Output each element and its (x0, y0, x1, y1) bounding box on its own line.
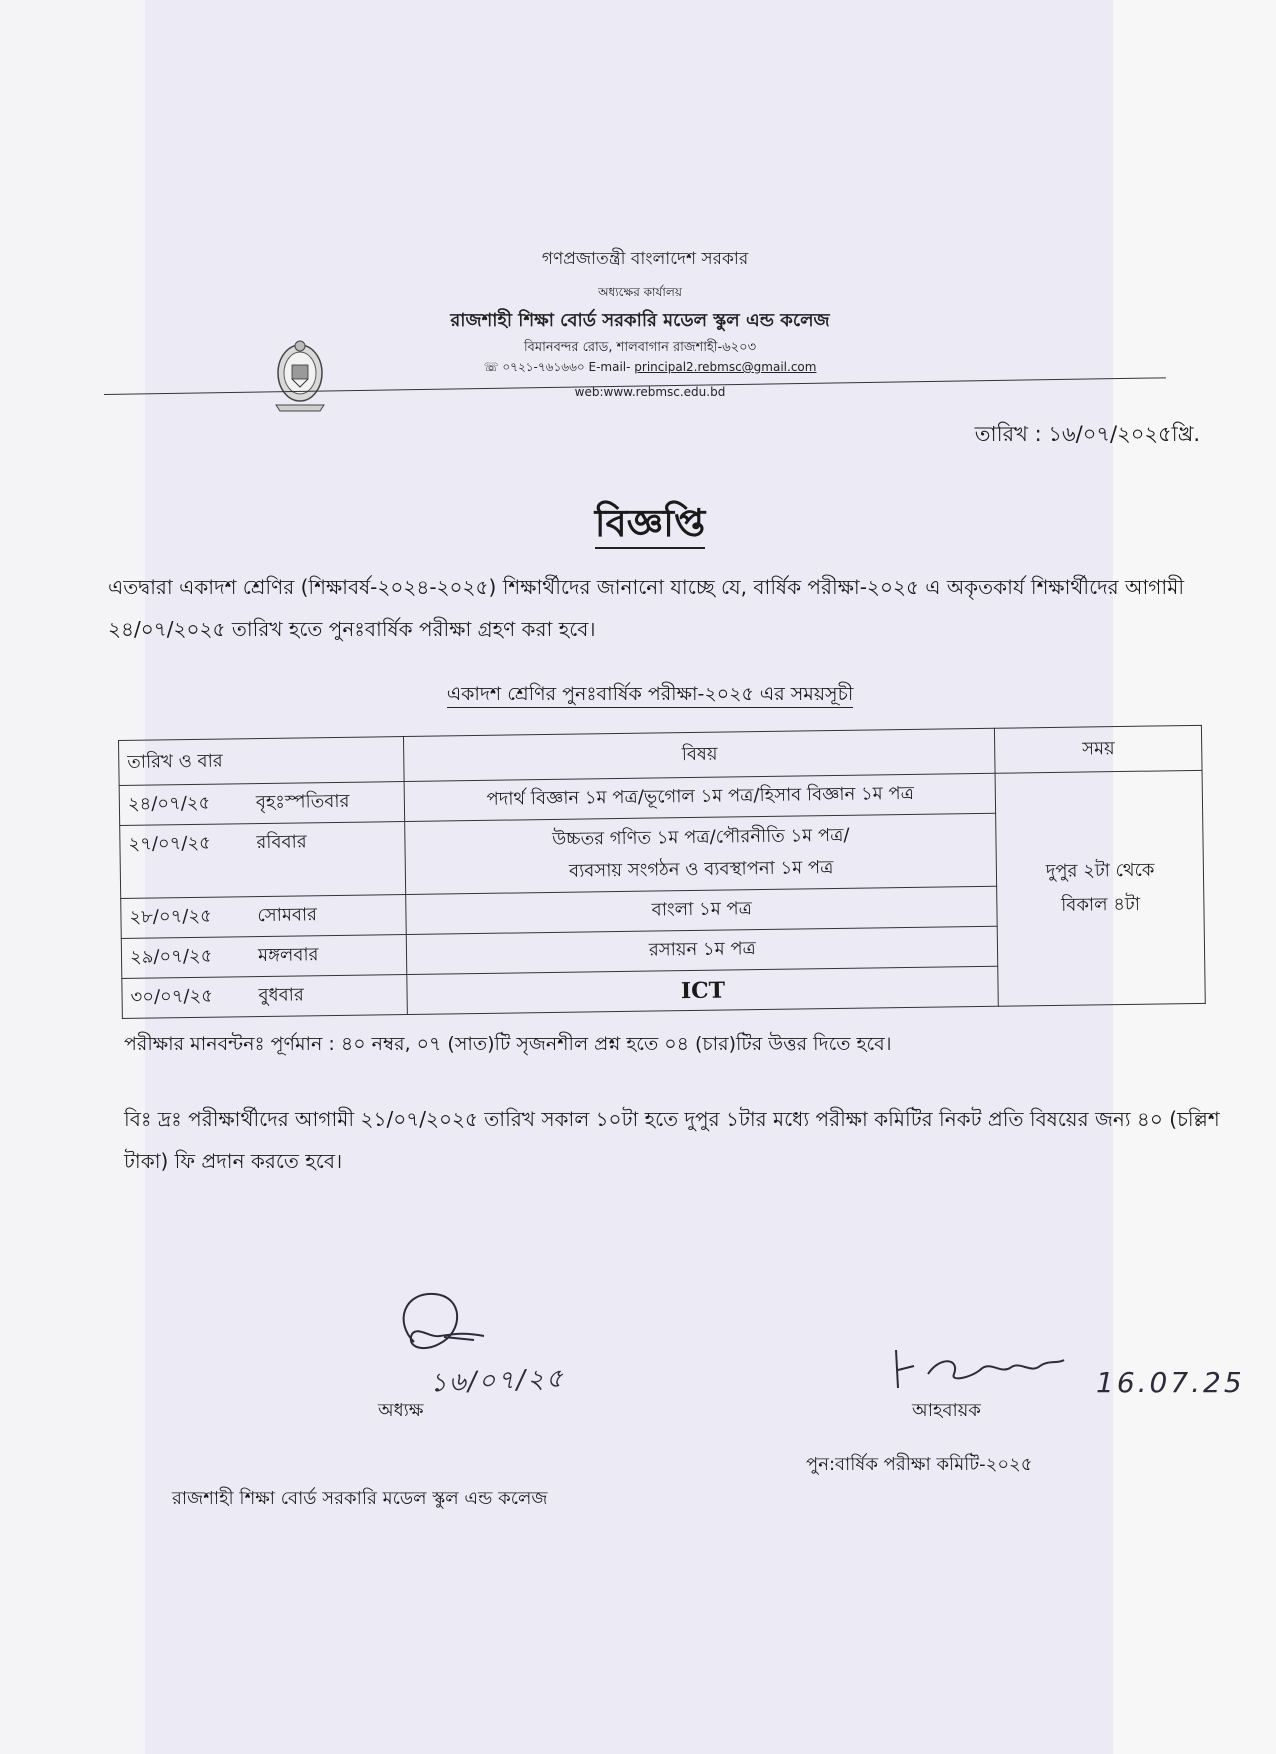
row-day: সোমবার (257, 904, 318, 927)
convener-label: আহবায়ক (912, 1400, 981, 1421)
row-day: মঙ্গলবার (257, 944, 319, 967)
notice-date: তারিখ : ১৬/০৭/২০২৫খ্রি. (974, 422, 1200, 446)
principal-sign-date: ১৬/০৭/২৫ (429, 1363, 566, 1399)
phone-number: ☏ ০৭২১-৭৬১৬৬০ (483, 360, 585, 374)
row-day: বুধবার (258, 984, 304, 1007)
college-logo-emblem (268, 333, 332, 417)
row-date-day (121, 934, 407, 978)
email-label: E-mail- (588, 360, 631, 374)
row-date: ২৪/০৭/২৫ (127, 792, 211, 815)
contact-line (440, 359, 860, 379)
school-name-footer: রাজশাহী শিক্ষা বোর্ড সরকারি মডেল স্কুল এন্ড কলেজ (172, 1488, 548, 1509)
government-name: গণপ্রজাতন্ত্রী বাংলাদেশ সরকার (541, 249, 749, 269)
notice-title (520, 494, 780, 558)
row-date: ৩০/০৭/২৫ (130, 985, 214, 1008)
exam-time-text: দুপুর ২টা থেকে বিকাল ৪টা (1045, 859, 1155, 916)
row-subject (405, 813, 997, 894)
principal-label: অধ্যক্ষ (378, 1400, 424, 1421)
row-date-day (120, 822, 406, 899)
convener-sign-date: 16.07.25 (1096, 1366, 1245, 1399)
notice-title-text: বিজ্ঞপ্তি (595, 501, 706, 549)
row-subject: রসায়ন ১ম পত্র (407, 926, 999, 974)
row-date: ২৭/০৭/২৫ (128, 832, 211, 855)
office-name: অধ্যক্ষের কার্যালয় (598, 285, 682, 299)
convener-signature (880, 1330, 1080, 1400)
row-subject-line1: উচ্চতর গণিত ১ম পত্র/পৌরনীতি ১ম পত্র/ (552, 824, 850, 850)
row-subject: পদার্থ বিজ্ঞান ১ম পত্র/ভূগোল ১ম পত্র/হিসাব বিজ্ঞান ১ম পত্র (404, 773, 996, 821)
header-subject: বিষয় (404, 728, 996, 781)
row-date-day (122, 974, 408, 1018)
institution-name: রাজশাহী শিক্ষা বোর্ড সরকারি মডেল স্কুল এন্ড কলেজ (450, 310, 830, 331)
row-subject-line2: ব্যবসায় সংগঠন ও ব্যবস্থাপনা ১ম পত্র (568, 857, 834, 882)
header-time: সময় (995, 725, 1202, 773)
institution-address: বিমানবন্দর রোড, শালবাগান রাজশাহী-৬২০৩ (523, 340, 757, 355)
row-date-day (119, 782, 405, 826)
email-link[interactable]: principal2.rebmsc@gmail.com (634, 360, 817, 374)
schedule-title (350, 680, 950, 712)
notice-paragraph: এতদ্বারা একাদশ শ্রেণির (শিক্ষাবর্ষ-২০২৪-২০২৫) শিক্ষার্থীদের জানানো যাচ্ছে যে, বার্ষিক পরীক্ষা-২০২৫ এ অকৃতকার্য শিক্ষার্থীদের আগামী ২৪/০৭/২০২৫ তারিখ হতে পুনঃবার্ষিক পরীক্ষা গ্রহণ করা হবে। (108, 575, 1185, 641)
row-subject: ICT (407, 966, 999, 1014)
exam-schedule-table (118, 725, 1206, 1019)
committee-name: পুন:বার্ষিক পরীক্ষা কমিটি-২০২৫ (806, 1454, 1033, 1475)
row-day: রবিবার (256, 831, 307, 854)
row-date-day (121, 894, 407, 938)
marks-distribution: পরীক্ষার মানবন্টনঃ পূর্ণমান : ৪০ নম্বর, ০৭ (সাত)টি সৃজনশীল প্রশ্ন হতে ০৪ (চার)টির উত্তর দিতে হবে। (124, 1033, 892, 1055)
fee-note: বিঃ দ্রঃ পরীক্ষার্থীদের আগামী ২১/০৭/২০২৫ তারিখ সকাল ১০টা হতে দুপুর ১টার মধ্যে পরীক্ষা কমিটির নিকট প্রতি বিষয়ের জন্য ৪০ (চল্লিশ টাকা) ফি প্রদান করতে হবে। (124, 1107, 1220, 1173)
header-date-day: তারিখ ও বার (119, 737, 405, 786)
row-date: ২৮/০৭/২৫ (129, 905, 212, 928)
exam-time (995, 770, 1205, 1006)
schedule-title-text: একাদশ শ্রেণির পুনঃবার্ষিক পরীক্ষা-২০২৫ এর সময়সূচী (447, 683, 854, 708)
row-date: ২৯/০৭/২৫ (129, 945, 213, 968)
row-subject: বাংলা ১ম পত্র (406, 886, 998, 934)
row-day: বৃহঃস্পতিবার (255, 790, 350, 814)
website-link[interactable]: web:www.rebmsc.edu.bd (574, 385, 726, 399)
